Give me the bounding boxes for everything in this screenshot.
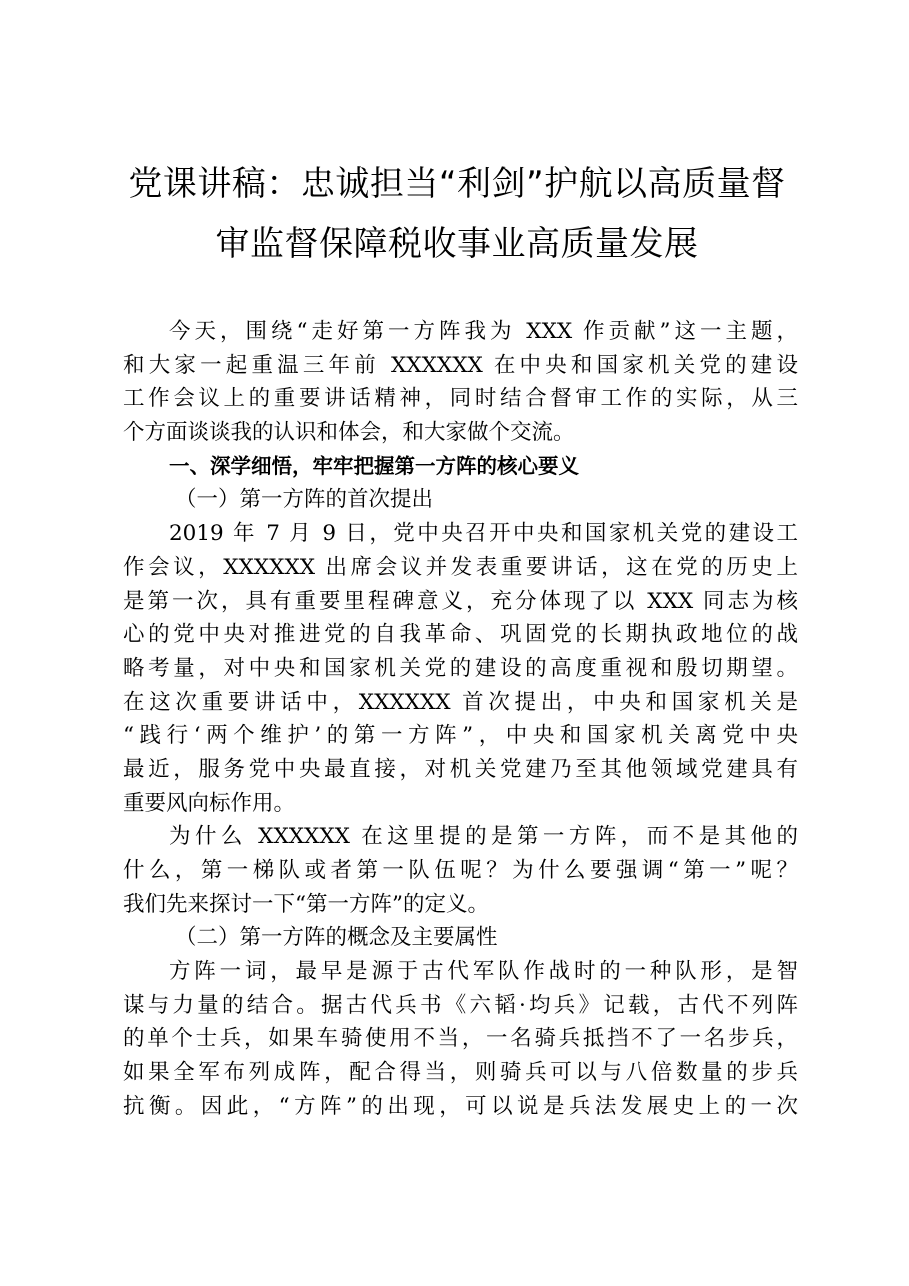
subsection-heading: （一）第一方阵的首次提出	[175, 487, 434, 513]
document-title-line-2: 审监督保障税收事业高质量发展	[215, 224, 699, 264]
paragraph-line: 谋与力量的结合。据古代兵书《六韬·均兵》记载，古代不列阵	[123, 992, 798, 1018]
paragraph-line: 重要风向标作用。	[123, 790, 296, 816]
subsection-heading: （二）第一方阵的概念及主要属性	[175, 925, 498, 951]
section-heading: 一、深学细悟，牢牢把握第一方阵的核心要义	[169, 453, 579, 478]
paragraph-line: 今天，围绕“走好第一方阵我为 XXX 作贡献”这一主题，	[169, 319, 798, 344]
document-body	[123, 315, 798, 1124]
paragraph-line: 什么，第一梯队或者第一队伍呢？为什么要强调“第一”呢？	[123, 858, 798, 883]
paragraph-line: 是第一次，具有重要里程碑意义，充分体现了以 XXX 同志为核	[123, 588, 798, 614]
paragraph-line: 方阵一词，最早是源于古代军队作战时的一种队形，是智	[169, 959, 798, 985]
paragraph-line: 工作会议上的重要讲话精神，同时结合督审工作的实际，从三	[123, 386, 798, 412]
paragraph-line: 略考量，对中央和国家机关党的建设的高度重视和殷切期望。	[123, 655, 798, 681]
paragraph-line: 2019 年 7 月 9 日，党中央召开中央和国家机关党的建设工	[169, 521, 798, 547]
paragraph-line: 心的党中央对推进党的自我革命、巩固党的长期执政地位的战	[123, 622, 798, 648]
document-title-line-1: 党课讲稿：忠诚担当“利剑”护航以高质量督	[128, 164, 786, 204]
paragraph-line: “践行‘两个维护’的第一方阵”，中央和国家机关离党中央	[123, 723, 798, 749]
paragraph-line: 个方面谈谈我的认识和体会，和大家做个交流。	[123, 420, 575, 446]
paragraph-line: 为什么 XXXXXX 在这里提的是第一方阵，而不是其他的	[169, 824, 798, 850]
paragraph-line: 抗衡。因此，“方阵”的出现，可以说是兵法发展史上的一次	[123, 1093, 798, 1119]
paragraph-line: 最近，服务党中央最直接，对机关党建乃至其他领域党建具有	[123, 756, 798, 782]
paragraph-line: 在这次重要讲话中，XXXXXX 首次提出，中央和国家机关是	[123, 689, 798, 715]
paragraph-line: 的单个士兵，如果车骑使用不当，一名骑兵抵挡不了一名步兵，	[123, 1026, 798, 1052]
paragraph-line: 如果全军布列成阵，配合得当，则骑兵可以与八倍数量的步兵	[123, 1060, 798, 1086]
paragraph-line: 和大家一起重温三年前 XXXXXX 在中央和国家机关党的建设	[123, 352, 798, 378]
paragraph-line: 作会议，XXXXXX 出席会议并发表重要讲话，这在党的历史上	[123, 554, 798, 580]
paragraph-line: 我们先来探讨一下“第一方阵”的定义。	[123, 891, 489, 917]
